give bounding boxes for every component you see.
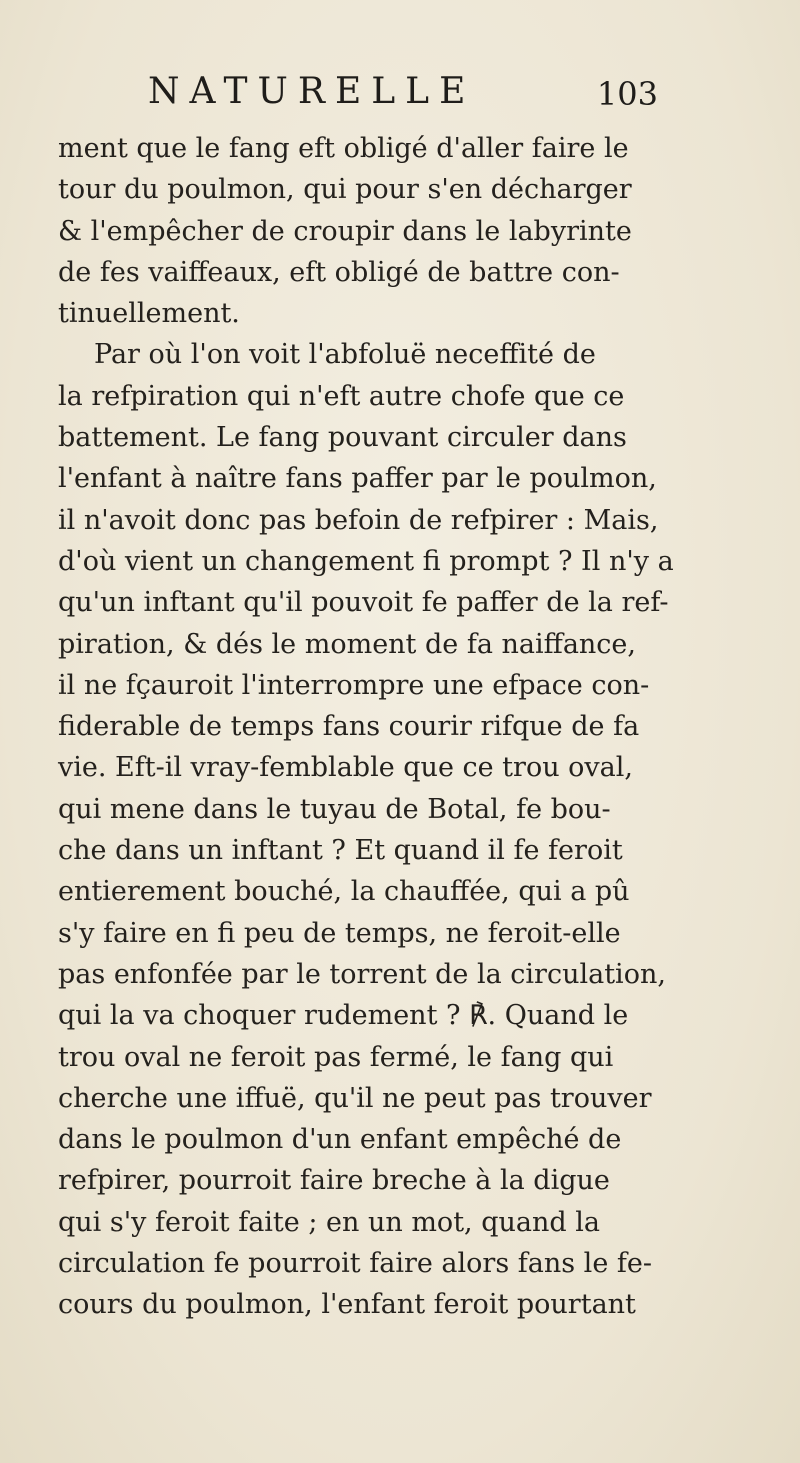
text-line: refpirer, pourroit faire breche à la digue xyxy=(58,1165,610,1197)
text-line: qui s'y feroit faite ; en un mot, quand la xyxy=(58,1206,600,1238)
text-line: che dans un inftant ? Et quand il fe feroit xyxy=(58,835,623,867)
text-line: vie. Eft-il vray-femblable que ce trou oval, xyxy=(58,752,633,784)
text-line: cherche une iffuë, qu'il ne peut pas trouver xyxy=(58,1082,652,1114)
text-line: d'où vient un changement fi prompt ? Il n'y a xyxy=(58,545,674,577)
text-line: trou oval ne feroit pas fermé, le fang qui xyxy=(58,1041,614,1073)
text-line: qu'un inftant qu'il pouvoit fe paffer de la ref- xyxy=(58,587,669,619)
page-number: 103 xyxy=(596,75,658,113)
text-line: il ne fçauroit l'interrompre une efpace con- xyxy=(58,669,650,701)
text-line: ment que le fang eft obligé d'aller faire le xyxy=(58,133,629,164)
text-line: tinuellement. xyxy=(58,298,240,330)
text-line: dans le poulmon d'un enfant empêché de xyxy=(58,1124,622,1156)
text-line: fiderable de temps fans courir rifque de fa xyxy=(58,711,640,743)
text-line: de fes vaiffeaux, eft obligé de battre con- xyxy=(58,256,620,288)
text-line: qui la va choquer rudement ? ℟. Quand le xyxy=(58,1000,629,1032)
page-header xyxy=(138,72,658,120)
text-line: entierement bouché, la chauffée, qui a pû xyxy=(58,876,630,908)
body-text xyxy=(58,128,758,1326)
text-line: l'enfant à naître fans paffer par le poulmon, xyxy=(58,463,657,495)
text-line: & l'empêcher de croupir dans le labyrinte xyxy=(58,215,632,247)
text-line: cours du poulmon, l'enfant feroit pourtant xyxy=(58,1289,636,1321)
text-line: circulation fe pourroit faire alors fans le fe- xyxy=(58,1248,652,1280)
text-line: battement. Le fang pouvant circuler dans xyxy=(58,422,627,454)
paragraph-start-line: Par où l'on voit l'abfoluë neceffité de xyxy=(94,339,596,371)
text-line: qui mene dans le tuyau de Botal, fe bou- xyxy=(58,793,611,825)
text-line: piration, & dés le moment de fa naiffance, xyxy=(58,628,636,660)
text-line: pas enfonfée par le torrent de la circulation, xyxy=(58,958,666,990)
text-line: tour du poulmon, qui pour s'en décharger xyxy=(58,174,632,206)
text-line: s'y faire en fi peu de temps, ne feroit-elle xyxy=(58,917,621,949)
text-line: la refpiration qui n'eft autre chofe que ce xyxy=(58,380,625,412)
text-line: il n'avoit donc pas befoin de refpirer : Mais, xyxy=(58,504,659,536)
running-title: NATURELLE xyxy=(148,71,476,112)
